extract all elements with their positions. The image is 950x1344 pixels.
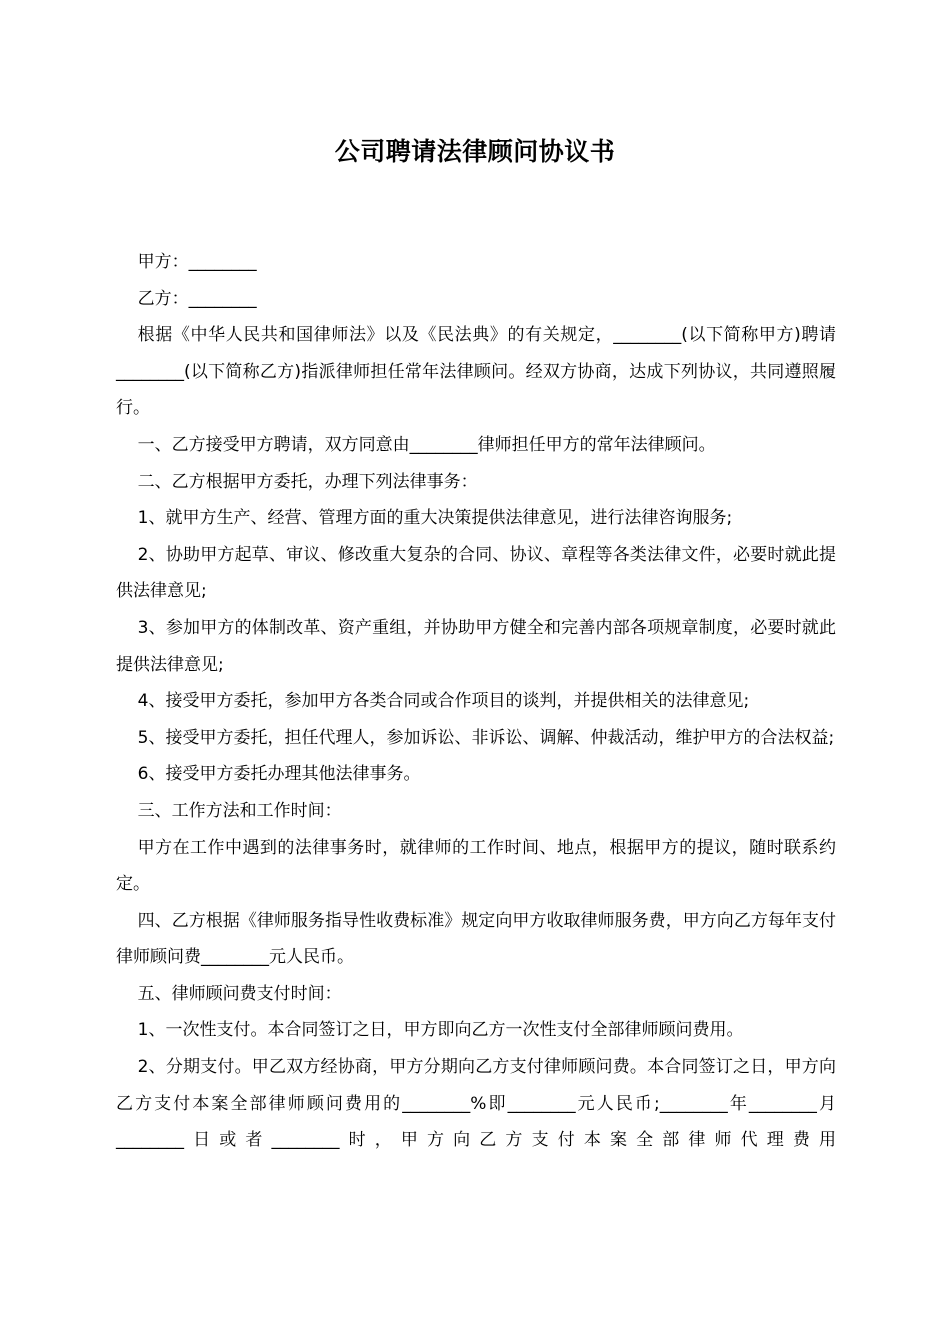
document-body	[116, 244, 836, 1159]
clause-3-heading: 三、工作方法和工作时间：	[137, 800, 342, 821]
clause-1: 一、乙方接受甲方聘请，双方同意由________律师担任甲方的常年法律顾问。	[137, 434, 716, 455]
clause-5-item-1: 1、一次性支付。本合同签订之日，甲方即向乙方一次性支付全部律师顾问费用。	[137, 1020, 744, 1041]
clause-5-heading: 五、律师顾问费支付时间：	[137, 983, 342, 1004]
clause-5-item-2: 2、分期支付。甲乙双方经协商，甲方分期向乙方支付律师顾问费。本合同签订之日，甲方向乙方支付本案全部律师顾问费用的________%即________元人民币;________年________月________日或者________时，甲方向乙方支付本案全部律师代理费用	[116, 1057, 836, 1151]
clause-2-item-2: 2、协助甲方起草、审议、修改重大复杂的合同、协议、章程等各类法律文件，必要时就此提供法律意见;	[116, 544, 836, 602]
clause-2-item-6: 6、接受甲方委托办理其他法律事务。	[137, 764, 421, 785]
clause-2-item-3: 3、参加甲方的体制改革、资产重组，并协助甲方健全和完善内部各项规章制度，必要时就此提供法律意见;	[116, 617, 836, 675]
clause-2-item-4: 4、接受甲方委托，参加甲方各类合同或合作项目的谈判，并提供相关的法律意见;	[137, 691, 750, 712]
clause-4: 四、乙方根据《律师服务指导性收费标准》规定向甲方收取律师服务费，甲方向乙方每年支付律师顾问费________元人民币。	[116, 910, 836, 968]
clause-2-item-1: 1、就甲方生产、经营、管理方面的重大决策提供法律意见，进行法律咨询服务;	[137, 508, 733, 529]
clause-3-body: 甲方在工作中遇到的法律事务时，就律师的工作时间、地点，根据甲方的提议，随时联系约定。	[116, 837, 836, 895]
preamble-paragraph: 根据《中华人民共和国律师法》以及《民法典》的有关规定，________(以下简称甲方)聘请________(以下简称乙方)指派律师担任常年法律顾问。经双方协商，达成下列协议，共同遵照履行。	[116, 325, 836, 419]
party-b-line: 乙方：________	[137, 288, 257, 309]
clause-2-heading: 二、乙方根据甲方委托，办理下列法律事务：	[137, 471, 478, 492]
clause-2-item-5: 5、接受甲方委托，担任代理人，参加诉讼、非诉讼、调解、仲裁活动，维护甲方的合法权益;	[137, 727, 835, 748]
document-title: 公司聘请法律顾问协议书	[334, 137, 616, 166]
party-a-line: 甲方：________	[137, 252, 257, 272]
